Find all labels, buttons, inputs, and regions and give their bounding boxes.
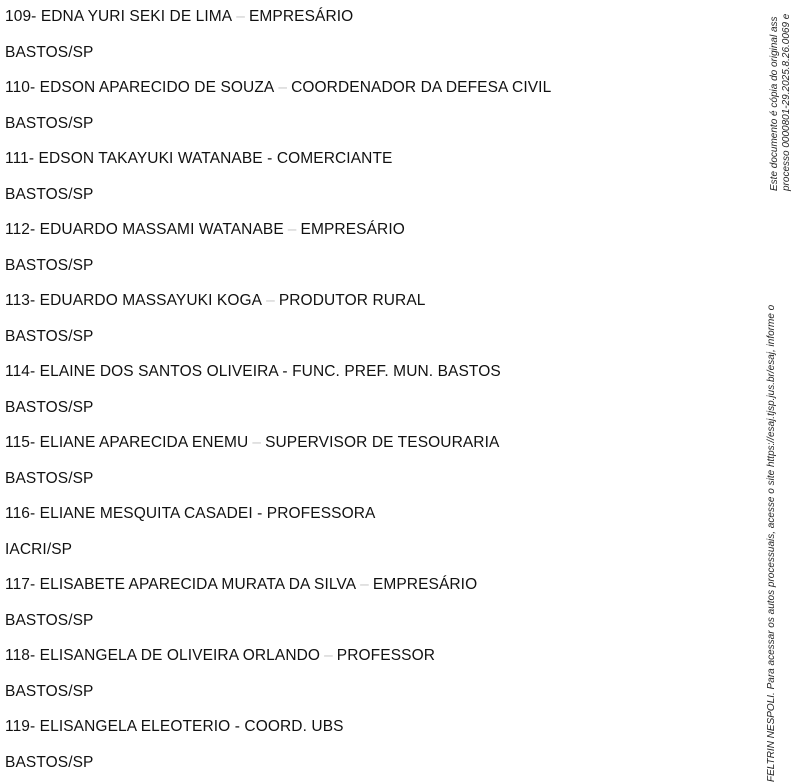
entry-heading (5, 150, 392, 168)
entry-name: 119- ELISANGELA ELEOTERIO - COORD. UBS (5, 718, 344, 735)
entry-heading (5, 221, 405, 239)
entry-city: BASTOS/SP (5, 327, 94, 345)
entry-name: 112- EDUARDO MASSAMI WATANABE (5, 221, 284, 238)
entry-heading (5, 292, 426, 310)
entry-heading (5, 434, 499, 452)
entry-role: SUPERVISOR DE TESOURARIA (265, 434, 500, 451)
entry-role: EMPRESÁRIO (372, 576, 478, 593)
entry-heading (5, 79, 551, 97)
entry-dash: – (266, 292, 275, 309)
entry-dash: – (360, 576, 369, 593)
entry-role: EMPRESÁRIO (248, 8, 354, 25)
entry-dash: – (252, 434, 262, 451)
entry-name: 109- EDNA YURI SEKI DE LIMA (5, 8, 233, 25)
entry-city: BASTOS/SP (5, 753, 94, 771)
entry-heading (5, 647, 435, 665)
margin-note-line-1: Este documento é cópia do original ass (769, 16, 780, 191)
margin-note-authentication (769, 14, 793, 191)
entry-city: BASTOS/SP (5, 469, 94, 487)
entry-heading (5, 8, 353, 26)
entry-dash: – (324, 647, 333, 664)
entry-city: BASTOS/SP (5, 185, 94, 203)
entry-city: BASTOS/SP (5, 611, 94, 629)
entry-city: IACRI/SP (5, 540, 73, 558)
entry-role: PROFESSOR (336, 647, 436, 664)
margin-note-access (766, 305, 778, 782)
entry-city: BASTOS/SP (5, 256, 94, 274)
entry-name: 117- ELISABETE APARECIDA MURATA DA SILVA (5, 576, 357, 593)
entry-heading (5, 576, 477, 594)
entry-role: EMPRESÁRIO (300, 221, 405, 238)
entry-name: 118- ELISANGELA DE OLIVEIRA ORLANDO (5, 647, 321, 664)
entry-name: 113- EDUARDO MASSAYUKI KOGA (5, 292, 263, 309)
entry-name: 116- ELIANE MESQUITA CASADEI - PROFESSORA (5, 505, 376, 522)
entry-heading (5, 718, 344, 736)
entry-heading (5, 363, 501, 381)
margin-note-line-2: processo 0000801-29.2025.8.26.0069 e (781, 13, 792, 191)
entry-name: 110- EDSON APARECIDO DE SOUZA (5, 79, 275, 96)
entry-heading (5, 505, 375, 523)
margin-note-access-line: FELTRIN NESPOLI. Para acessar os autos processuais, acesse o site https://esaj.tjsp.jus.br/esaj, informe o (766, 304, 777, 782)
entry-name: 111- EDSON TAKAYUKI WATANABE - COMERCIANTE (5, 150, 393, 167)
entry-role: COORDENADOR DA DEFESA CIVIL (291, 79, 552, 96)
entry-dash: – (278, 79, 288, 96)
entry-dash: – (287, 221, 297, 238)
entry-city: BASTOS/SP (5, 682, 94, 700)
entry-role: PRODUTOR RURAL (278, 292, 426, 309)
entry-city: BASTOS/SP (5, 114, 94, 132)
entry-city: BASTOS/SP (5, 43, 94, 61)
entry-dash: – (236, 8, 245, 25)
entry-name: 114- ELAINE DOS SANTOS OLIVEIRA - FUNC. PREF. MUN. BASTOS (5, 363, 501, 380)
entry-city: BASTOS/SP (5, 398, 94, 416)
entry-name: 115- ELIANE APARECIDA ENEMU (5, 434, 249, 451)
